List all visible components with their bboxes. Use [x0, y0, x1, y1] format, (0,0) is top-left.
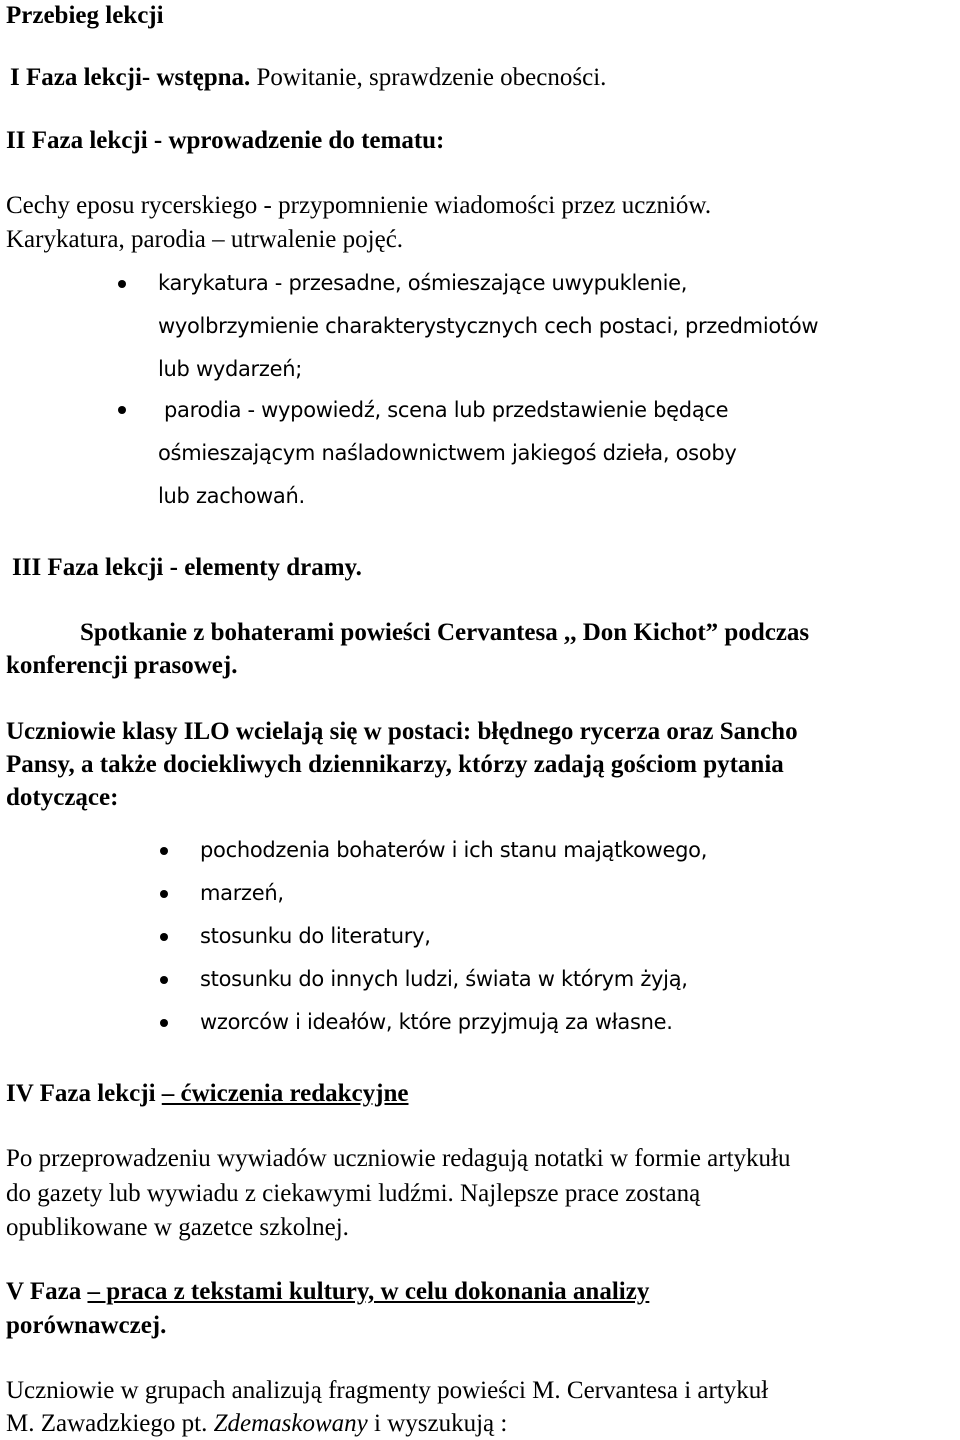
bullet-icon — [118, 280, 126, 288]
phase-1-title: I Faza lekcji- wstępna. — [10, 64, 251, 91]
phase-5-line-2a: M. Zawadzkiego pt. — [6, 1410, 214, 1437]
phase-1-text: Powitanie, sprawdzenie obecności. — [256, 64, 607, 91]
phase-3-para-2: Pansy, a także dociekliwych dziennikarzy, którzy zadają gościom pytania — [6, 751, 784, 778]
definition-line: ośmieszającym naśladownictwem jakiegoś dzieła, osoby — [158, 441, 737, 465]
definition-line: lub wydarzeń; — [158, 357, 303, 381]
phase-2-line-2: Karykatura, parodia – utrwalenie pojęć. — [6, 226, 404, 253]
phase-5-line-2c: i wyszukują : — [367, 1410, 508, 1437]
bullet-icon — [160, 890, 168, 898]
definition-line: lub zachowań. — [158, 484, 305, 508]
article-title: Zdemaskowany — [213, 1410, 368, 1437]
phase-5-title-b: – praca z tekstami kultury, w celu dokonania analizy — [87, 1278, 650, 1305]
phase-4-line-2: do gazety lub wywiadu z ciekawymi ludźmi. Najlepsze prace zostaną — [6, 1180, 701, 1207]
phase-3-para-3: dotyczące: — [6, 784, 119, 811]
phase-1 — [10, 62, 606, 94]
phase-3-subtitle-1: Spotkanie z bohaterami powieści Cervantesa ,, Don Kichot” podczas — [80, 619, 810, 646]
phase-4-line-1: Po przeprowadzeniu wywiadów uczniowie redagują notatki w formie artykułu — [6, 1145, 791, 1172]
definition-line: wyolbrzymienie charakterystycznych cech postaci, przedmiotów — [158, 314, 819, 338]
list-item: stosunku do innych ludzi, świata w którym żyją, — [200, 967, 688, 991]
phase-3-para-1: Uczniowie klasy ILO wcielają się w postaci: błędnego rycerza oraz Sancho — [6, 718, 798, 745]
phase-5-title-2: porównawczej. — [6, 1312, 167, 1339]
phase-2-line-1: Cechy eposu rycerskiego - przypomnienie wiadomości przez uczniów. — [6, 192, 712, 219]
phase-4-title-b: – ćwiczenia redakcyjne — [161, 1080, 409, 1107]
phase-4-title — [6, 1078, 408, 1110]
list-item: wzorców i ideałów, które przyjmują za własne. — [200, 1010, 673, 1034]
phase-5-line-1: Uczniowie w grupach analizują fragmenty powieści M. Cervantesa i artykuł — [6, 1377, 769, 1404]
phase-5-line-2 — [6, 1408, 507, 1440]
bullet-icon — [118, 406, 126, 414]
phase-4-line-3: opublikowane w gazetce szkolnej. — [6, 1214, 349, 1241]
page-title: Przebieg lekcji — [6, 2, 164, 29]
list-item: marzeń, — [200, 881, 284, 905]
list-item: pochodzenia bohaterów i ich stanu majątkowego, — [200, 838, 708, 862]
phase-3-subtitle-2: konferencji prasowej. — [6, 652, 238, 679]
phase-4-title-a: IV Faza lekcji — [6, 1080, 162, 1107]
phase-2-title: II Faza lekcji - wprowadzenie do tematu: — [6, 127, 445, 154]
bullet-icon — [160, 847, 168, 855]
bullet-icon — [160, 976, 168, 984]
phase-5-title — [6, 1276, 649, 1308]
list-item: stosunku do literatury, — [200, 924, 431, 948]
bullet-icon — [160, 1019, 168, 1027]
definition-line: karykatura - przesadne, ośmieszające uwypuklenie, — [158, 271, 688, 295]
phase-3-title: III Faza lekcji - elementy dramy. — [12, 554, 362, 581]
bullet-icon — [160, 933, 168, 941]
phase-5-title-a: V Faza — [6, 1278, 88, 1305]
definition-line: parodia - wypowiedź, scena lub przedstawienie będące — [164, 398, 729, 422]
